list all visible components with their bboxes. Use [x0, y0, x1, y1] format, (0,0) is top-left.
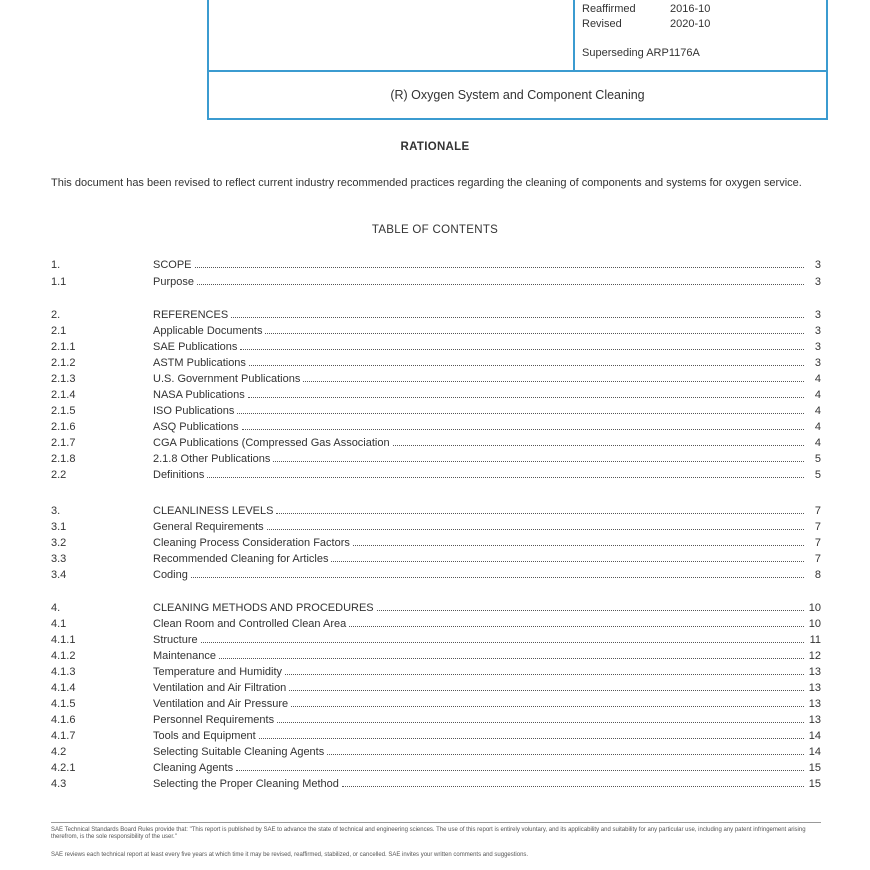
toc-entry-title: CLEANING METHODS AND PROCEDURES [153, 602, 374, 614]
toc-entry-title: Selecting the Proper Cleaning Method [153, 778, 339, 790]
toc-entry-number: 2.2 [51, 469, 67, 481]
toc-entry-page: 13 [808, 682, 821, 694]
toc-entry[interactable] [51, 759, 821, 774]
toc-dot-leader [393, 444, 804, 446]
toc-entry-number: 4.2 [51, 746, 67, 758]
toc-entry[interactable] [51, 727, 821, 742]
toc-entry[interactable] [51, 402, 821, 417]
toc-entry-page: 5 [814, 469, 821, 481]
toc-entry-title: ASTM Publications [153, 357, 246, 369]
toc-entry-number: 1. [51, 259, 61, 271]
toc-entry-page: 13 [808, 698, 821, 710]
toc-entry[interactable] [51, 663, 821, 678]
toc-entry[interactable] [51, 338, 821, 353]
revised-date: 2020-10 [670, 18, 711, 30]
header-divider-vertical [573, 0, 575, 70]
toc-dot-leader [201, 641, 804, 643]
toc-entry-number: 2.1.5 [51, 405, 76, 417]
toc-dot-leader [259, 737, 804, 739]
toc-entry-number: 2.1.8 [51, 453, 76, 465]
toc-entry[interactable] [51, 273, 821, 288]
toc-entry-page: 3 [814, 357, 821, 369]
footer-rule [51, 822, 821, 823]
toc-entry[interactable] [51, 502, 821, 517]
rationale-text: This document has been revised to reflect current industry recommended practices regarding the cleaning of components and systems for oxygen service. [51, 177, 802, 189]
toc-entry-page: 8 [814, 569, 821, 581]
toc-entry[interactable] [51, 354, 821, 369]
toc-dot-leader [195, 266, 804, 268]
toc-entry-title: General Requirements [153, 521, 264, 533]
toc-dot-leader [327, 753, 804, 755]
header-divider-horizontal [209, 70, 826, 72]
toc-entry-page: 10 [808, 602, 821, 614]
toc-dot-leader [191, 576, 804, 578]
toc-dot-leader [219, 657, 804, 659]
toc-entry-page: 5 [814, 453, 821, 465]
toc-entry-number: 4.1.1 [51, 634, 76, 646]
toc-entry[interactable] [51, 386, 821, 401]
toc-dot-leader [285, 673, 804, 675]
toc-dot-leader [289, 689, 804, 691]
toc-dot-leader [249, 364, 804, 366]
toc-entry-title: Purpose [153, 276, 194, 288]
toc-entry-title: SAE Publications [153, 341, 238, 353]
toc-entry-number: 4.1.3 [51, 666, 76, 678]
toc-entry-number: 4.3 [51, 778, 67, 790]
reaffirmed-label: Reaffirmed [582, 3, 636, 15]
toc-entry-number: 4. [51, 602, 61, 614]
reaffirmed-row [582, 3, 710, 15]
toc-dot-leader [197, 283, 804, 285]
toc-entry-number: 3.3 [51, 553, 67, 565]
toc-dot-leader [236, 769, 804, 771]
toc-entry-page: 4 [814, 437, 821, 449]
toc-entry-page: 7 [814, 505, 821, 517]
reaffirmed-date: 2016-10 [670, 3, 711, 15]
toc-entry-title: Cleaning Process Consideration Factors [153, 537, 350, 549]
toc-entry-title: CGA Publications (Compressed Gas Association [153, 437, 390, 449]
toc-dot-leader [377, 609, 804, 611]
toc-entry-number: 3.1 [51, 521, 67, 533]
toc-entry-page: 10 [808, 618, 821, 630]
toc-entry-page: 3 [814, 325, 821, 337]
toc-entry-title: Definitions [153, 469, 205, 481]
toc-entry-page: 15 [808, 778, 821, 790]
toc-entry[interactable] [51, 775, 821, 790]
toc-entry-title: Cleaning Agents [153, 762, 234, 774]
toc-entry-number: 3. [51, 505, 61, 517]
toc-entry-title: Recommended Cleaning for Articles [153, 553, 329, 565]
toc-entry[interactable] [51, 599, 821, 614]
toc-entry[interactable] [51, 743, 821, 758]
toc-entry-title: Personnel Requirements [153, 714, 275, 726]
toc-dot-leader [273, 460, 804, 462]
toc-entry-number: 2.1.7 [51, 437, 76, 449]
header-box [207, 0, 828, 120]
toc-entry-number: 1.1 [51, 276, 67, 288]
toc-entry-number: 3.4 [51, 569, 67, 581]
toc-dot-leader [207, 476, 804, 478]
toc-entry-number: 3.2 [51, 537, 67, 549]
toc-entry-title: Maintenance [153, 650, 216, 662]
toc-entry[interactable] [51, 631, 821, 646]
toc-dot-leader [277, 721, 804, 723]
toc-entry-number: 2.1 [51, 325, 67, 337]
toc-entry[interactable] [51, 711, 821, 726]
superseding-note: Superseding ARP1176A [582, 47, 700, 59]
toc-entry-number: 2.1.2 [51, 357, 76, 369]
toc-entry-title: CLEANLINESS LEVELS [153, 505, 274, 517]
toc-entry-page: 14 [808, 730, 821, 742]
toc-entry-title: Ventilation and Air Filtration [153, 682, 287, 694]
toc-entry[interactable] [51, 450, 821, 465]
toc-dot-leader [291, 705, 804, 707]
toc-entry[interactable] [51, 322, 821, 337]
toc-entry-page: 4 [814, 421, 821, 433]
toc-entry[interactable] [51, 647, 821, 662]
toc-dot-leader [237, 412, 804, 414]
toc-dot-leader [267, 528, 804, 530]
toc-entry-page: 7 [814, 553, 821, 565]
toc-entry-title: Clean Room and Controlled Clean Area [153, 618, 347, 630]
toc-entry-page: 13 [808, 714, 821, 726]
toc-entry-number: 4.1.2 [51, 650, 76, 662]
toc-entry-title: 2.1.8 Other Publications [153, 453, 271, 465]
toc-entry[interactable] [51, 615, 821, 630]
toc-entry-title: SCOPE [153, 259, 192, 271]
toc-entry-title: U.S. Government Publications [153, 373, 301, 385]
toc-entry-title: Applicable Documents [153, 325, 263, 337]
toc-entry-title: Structure [153, 634, 198, 646]
toc-entry-title: ISO Publications [153, 405, 235, 417]
toc-entry[interactable] [51, 418, 821, 433]
toc-entry-title: Selecting Suitable Cleaning Agents [153, 746, 325, 758]
toc-dot-leader [242, 428, 804, 430]
toc-entry[interactable] [51, 434, 821, 449]
toc-dot-leader [240, 348, 804, 350]
toc-entry-number: 2.1.6 [51, 421, 76, 433]
toc-dot-leader [303, 380, 804, 382]
toc-entry[interactable] [51, 566, 821, 581]
document-title: (R) Oxygen System and Component Cleaning [390, 88, 645, 102]
toc-entry[interactable] [51, 518, 821, 533]
toc-entry[interactable] [51, 550, 821, 565]
revised-row [582, 18, 710, 30]
toc-entry-number: 4.1.5 [51, 698, 76, 710]
toc-dot-leader [353, 544, 804, 546]
toc-dot-leader [342, 785, 804, 787]
toc-entry-number: 4.1.6 [51, 714, 76, 726]
toc-entry-title: Temperature and Humidity [153, 666, 283, 678]
toc-entry-number: 4.1.4 [51, 682, 76, 694]
footer-review-notice: SAE reviews each technical report at least every five years at which time it may be revised, reaffirmed, stabilized, or cancelled. SAE invites your written comments and suggestions. [51, 852, 529, 858]
toc-entry-title: NASA Publications [153, 389, 245, 401]
toc-entry-page: 3 [814, 341, 821, 353]
toc-entry[interactable] [51, 695, 821, 710]
toc-entry-title: Tools and Equipment [153, 730, 256, 742]
toc-entry-page: 12 [808, 650, 821, 662]
toc-entry-title: Coding [153, 569, 188, 581]
toc-entry-number: 2.1.1 [51, 341, 76, 353]
toc-entry-page: 4 [814, 389, 821, 401]
toc-entry[interactable] [51, 466, 821, 481]
toc-entry-number: 4.1 [51, 618, 67, 630]
toc-entry-page: 3 [814, 309, 821, 321]
toc-heading: TABLE OF CONTENTS [371, 224, 499, 236]
toc-entry-page: 7 [814, 537, 821, 549]
toc-entry-number: 4.2.1 [51, 762, 76, 774]
toc-entry-number: 2. [51, 309, 61, 321]
toc-entry-number: 2.1.3 [51, 373, 76, 385]
toc-entry-page: 7 [814, 521, 821, 533]
footer-notice: SAE Technical Standards Board Rules provide that: "This report is published by SAE to advance the state of technical and engineering sciences. The use of this report is entirely voluntary, and its applicability and suitability for any particular use, including any patent infringement arising therefrom, is the sole responsibility of the user." [51, 827, 806, 840]
toc-entry-page: 13 [808, 666, 821, 678]
revised-label: Revised [582, 18, 622, 30]
toc-entry[interactable] [51, 306, 821, 321]
toc-entry-title: REFERENCES [153, 309, 229, 321]
toc-dot-leader [276, 512, 804, 514]
toc-dot-leader [231, 316, 804, 318]
toc-dot-leader [331, 560, 804, 562]
toc-entry[interactable] [51, 256, 821, 271]
toc-dot-leader [349, 625, 804, 627]
toc-entry-page: 4 [814, 405, 821, 417]
toc-entry[interactable] [51, 534, 821, 549]
toc-entry-page: 3 [814, 276, 821, 288]
rationale-heading: RATIONALE [400, 141, 470, 153]
toc-dot-leader [265, 332, 804, 334]
toc-entry[interactable] [51, 679, 821, 694]
toc-entry-page: 4 [814, 373, 821, 385]
toc-entry-page: 3 [814, 259, 821, 271]
toc-dot-leader [248, 396, 804, 398]
toc-entry-number: 2.1.4 [51, 389, 76, 401]
toc-entry[interactable] [51, 370, 821, 385]
toc-entry-page: 14 [808, 746, 821, 758]
toc-entry-page: 15 [808, 762, 821, 774]
toc-entry-page: 11 [809, 634, 821, 646]
toc-entry-number: 4.1.7 [51, 730, 76, 742]
toc-entry-title: Ventilation and Air Pressure [153, 698, 289, 710]
toc-entry-title: ASQ Publications [153, 421, 239, 433]
